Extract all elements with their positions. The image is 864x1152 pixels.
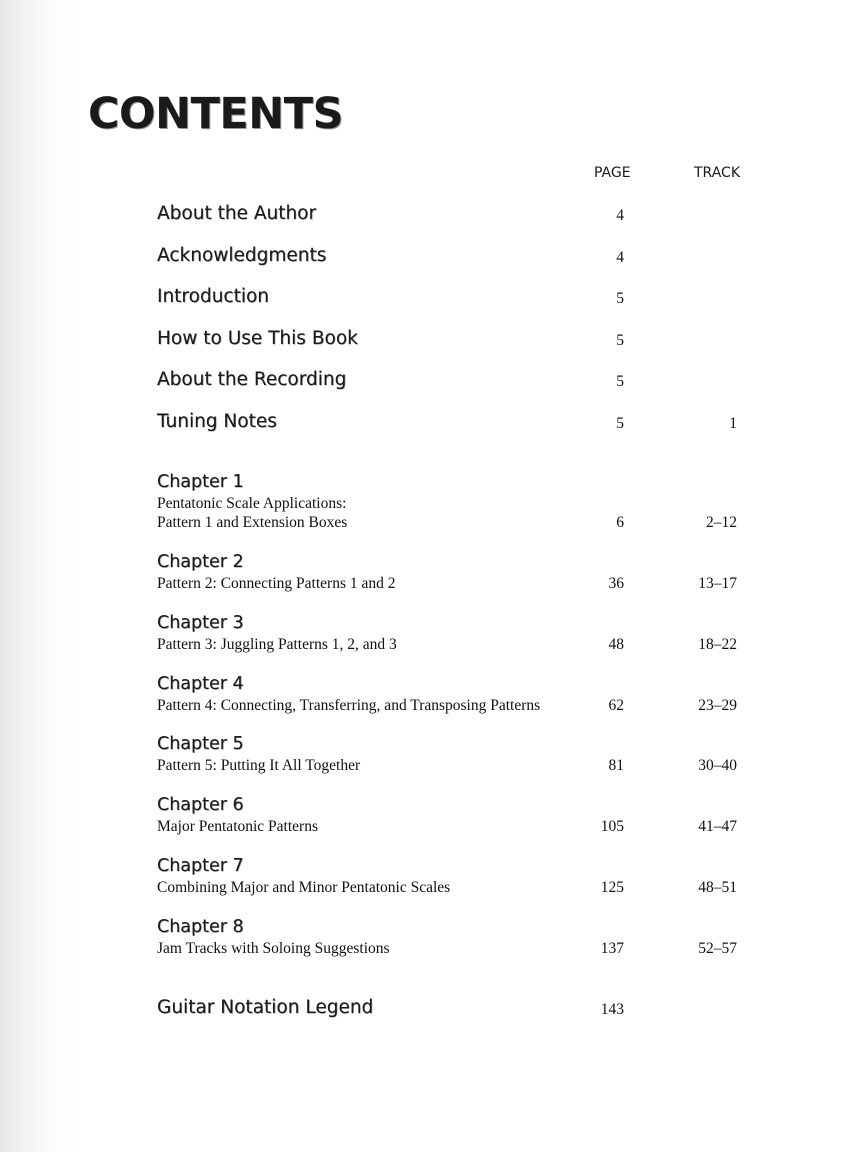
chapter-page: 105 — [600, 818, 624, 835]
chapter-label: Chapter 4 — [157, 674, 244, 694]
toc-entry-title: Guitar Notation Legend — [157, 997, 374, 1018]
chapter-page: 48 — [608, 636, 624, 653]
page-column-header: PAGE — [594, 165, 631, 181]
chapter-page: 137 — [600, 940, 624, 957]
chapter-label: Chapter 7 — [157, 856, 244, 876]
chapter-page: 6 — [616, 514, 624, 531]
toc-entry-title: Introduction — [157, 286, 270, 307]
chapter-label: Chapter 5 — [157, 734, 244, 754]
chapter-track: 2–12 — [706, 514, 737, 531]
chapter-page: 62 — [608, 697, 624, 714]
chapter-label: Chapter 8 — [157, 917, 244, 937]
chapter-subtitle: Pattern 2: Connecting Patterns 1 and 2 — [157, 575, 396, 592]
chapter-subtitle: Jam Tracks with Soloing Suggestions — [157, 940, 390, 957]
chapter-page: 36 — [608, 575, 624, 592]
chapter-subtitle: Combining Major and Minor Pentatonic Scales — [157, 879, 451, 896]
toc-entry-page: 143 — [600, 1001, 624, 1018]
chapter-subtitle: Pattern 3: Juggling Patterns 1, 2, and 3 — [157, 636, 397, 653]
toc-entry-page: 4 — [616, 207, 624, 224]
chapter-subtitle: Pattern 5: Putting It All Together — [157, 757, 361, 774]
chapter-page: 125 — [600, 879, 624, 896]
toc-entry-title: Tuning Notes — [157, 411, 277, 432]
chapter-subtitle-line2: Pattern 1 and Extension Boxes — [157, 514, 348, 531]
toc-entry-page: 4 — [616, 249, 624, 266]
chapter-page: 81 — [608, 757, 624, 774]
track-column-header: TRACK — [694, 165, 740, 181]
chapter-label: Chapter 3 — [157, 613, 244, 633]
chapter-track: 23–29 — [698, 697, 737, 714]
toc-entry-title: How to Use This Book — [157, 328, 358, 349]
toc-entry-title: About the Author — [157, 203, 317, 224]
toc-entry-title: Acknowledgments — [157, 245, 327, 266]
chapter-label: Chapter 2 — [157, 552, 244, 572]
chapter-subtitle: Pattern 4: Connecting, Transferring, and Transposing Patterns — [157, 697, 541, 714]
toc-entry-page: 5 — [616, 373, 624, 390]
toc-entry-page: 5 — [616, 415, 624, 432]
chapter-label: Chapter 6 — [157, 795, 244, 815]
chapter-subtitle: Major Pentatonic Patterns — [157, 818, 318, 835]
chapter-track: 41–47 — [698, 818, 737, 835]
chapter-track: 52–57 — [698, 940, 737, 957]
chapter-subtitle-line1: Pentatonic Scale Applications: — [157, 495, 347, 512]
chapter-track: 13–17 — [698, 575, 737, 592]
chapter-track: 48–51 — [698, 879, 737, 896]
toc-entry-title: About the Recording — [157, 369, 347, 390]
toc-entry-page: 5 — [616, 290, 624, 307]
toc-entry-page: 5 — [616, 332, 624, 349]
page-title: CONTENTS — [88, 89, 344, 139]
chapter-track: 18–22 — [698, 636, 737, 653]
chapter-label: Chapter 1 — [157, 472, 244, 492]
chapter-track: 30–40 — [698, 757, 737, 774]
toc-entry-track: 1 — [729, 415, 737, 432]
